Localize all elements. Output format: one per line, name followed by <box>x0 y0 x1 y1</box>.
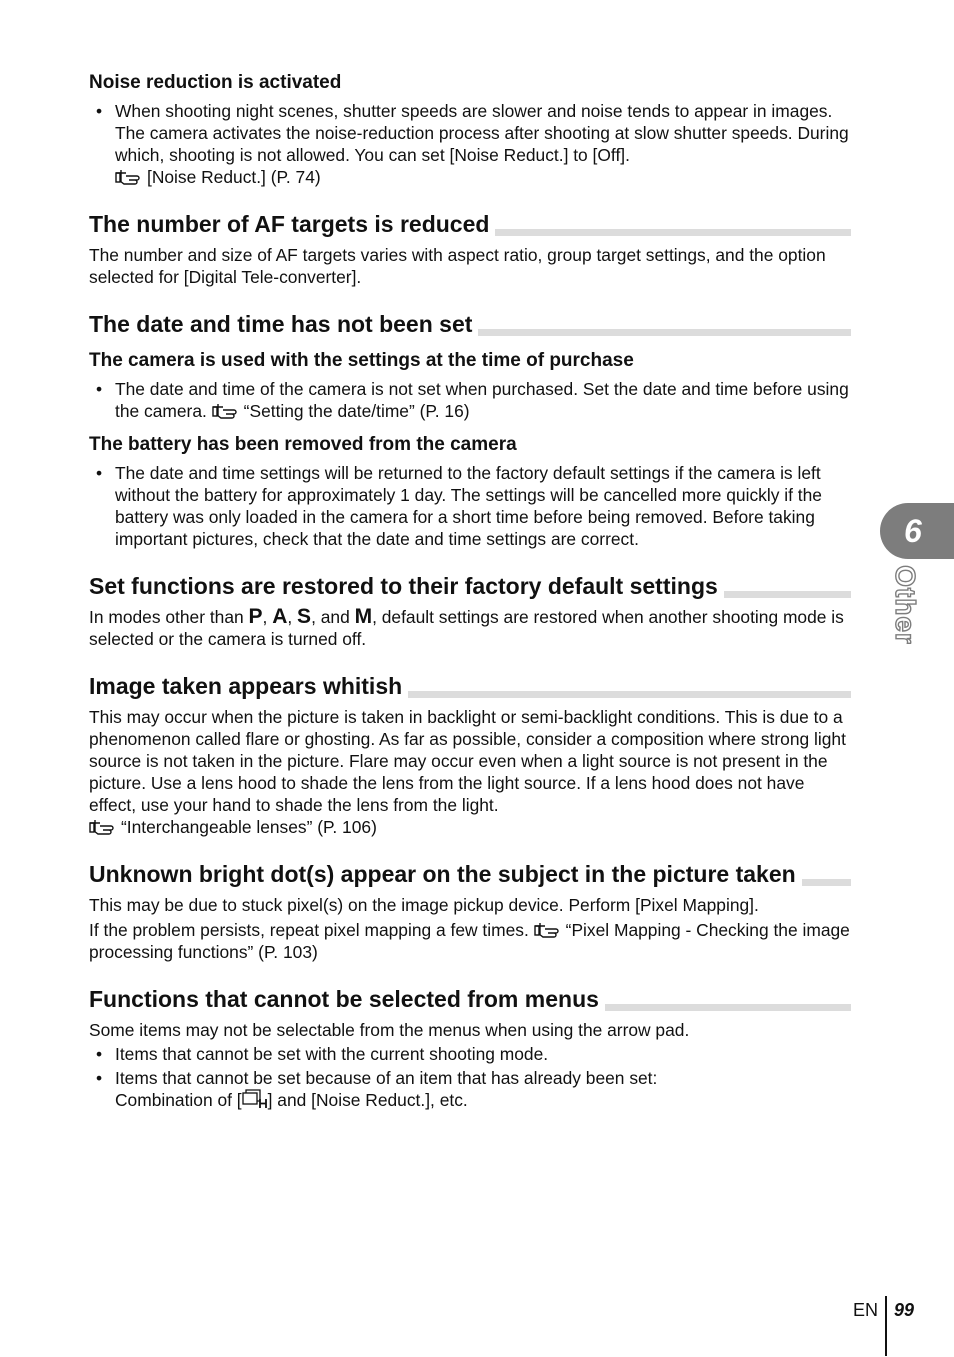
sequential-shooting-icon <box>242 1089 268 1114</box>
mode-s-icon: S <box>297 605 312 628</box>
menus-bullet2-line2a: Combination of [ <box>115 1090 242 1110</box>
dots-p2 <box>89 919 851 963</box>
reference-icon <box>534 922 560 938</box>
footer-divider <box>885 1296 887 1356</box>
noise-bullet-text: When shooting night scenes, shutter speeds are slower and noise tends to appear in images. The camera activates the noise-reduction process after shooting at slow shutter speeds. During which, shooting is not allowed. You can set [Noise Reduct.] to [Off]. <box>115 101 849 165</box>
factory-lead: In modes other than <box>89 607 249 627</box>
reference-icon <box>212 403 238 419</box>
factory-body <box>89 606 851 650</box>
factory-sep: , <box>262 607 273 627</box>
menus-body: Some items may not be selectable from the menus when using the arrow pad. <box>89 1020 690 1040</box>
menus-bullet2-text: Items that cannot be set because of an item that has already been set: <box>115 1068 658 1088</box>
af-body: The number and size of AF targets varies with aspect ratio, group target settings, and the option selected for [Digital Tele-converter]. <box>89 245 826 287</box>
date-sub1: The camera is used with the settings at the time of purchase <box>89 350 634 371</box>
whitish-heading-text: Image taken appears whitish <box>89 672 408 700</box>
chapter-label: Other <box>890 565 921 645</box>
footer-lang: EN <box>853 1300 879 1320</box>
menus-heading-text: Functions that cannot be selected from menus <box>89 985 605 1013</box>
whitish-body <box>89 706 851 838</box>
mode-a-icon: A <box>272 605 288 628</box>
page-number: 99 <box>894 1300 915 1320</box>
menus-heading <box>89 981 851 1011</box>
menus-bullet1: • Items that cannot be set with the current shooting mode. <box>89 1043 851 1065</box>
date-heading-text: The date and time has not been set <box>89 310 478 338</box>
dots-heading <box>89 856 851 886</box>
whitish-heading <box>89 668 851 698</box>
dots-p1: This may be due to stuck pixel(s) on the image pickup device. Perform [Pixel Mapping]. <box>89 895 759 915</box>
dots-p2-text: If the problem persists, repeat pixel mapping a few times. <box>89 920 529 940</box>
page-content <box>89 72 851 1114</box>
factory-sep: , and <box>311 607 355 627</box>
date-bullet2: • The date and time settings will be returned to the factory default settings if the camera is left without the battery for approximately 1 day. The settings will be cancelled more quickly if the battery was only loaded in the camera for a short time before being removed. Before taking important pictures, check that the date and time settings are correct. <box>89 462 851 550</box>
mode-m-icon: M <box>354 605 373 628</box>
factory-heading <box>89 568 851 598</box>
af-heading <box>89 206 851 236</box>
chapter-tab <box>880 503 954 559</box>
af-heading-text: The number of AF targets is reduced <box>89 210 495 238</box>
date-bullet1-text: The date and time of the camera is not set when purchased. Set the date and time before using the camera. <box>115 379 849 421</box>
reference-icon <box>115 169 141 185</box>
date-bullet1-ref: “Setting the date/time” (P. 16) <box>243 401 470 421</box>
factory-tail: , default settings are restored when another shooting mode is selected or the camera is turned off. <box>89 607 844 649</box>
date-heading <box>89 306 851 336</box>
noise-ref: [Noise Reduct.] (P. 74) <box>147 167 321 187</box>
menus-bullet2 <box>89 1067 851 1114</box>
factory-heading-text: Set functions are restored to their factory default settings <box>89 572 724 600</box>
factory-sep: , <box>287 607 298 627</box>
noise-bullet <box>89 100 851 188</box>
date-sub2: The battery has been removed from the camera <box>89 434 517 455</box>
date-bullet1 <box>89 378 851 422</box>
noise-subheading: Noise reduction is activated <box>89 72 342 93</box>
dots-p2-ref: “Pixel Mapping - Checking the image processing functions” (P. 103) <box>89 920 850 962</box>
whitish-ref: “Interchangeable lenses” (P. 106) <box>121 817 377 837</box>
whitish-body-text: This may occur when the picture is taken in backlight or semi-backlight conditions. This is due to a phenomenon called flare or ghosting. As far as possible, consider a composition where strong light source is not taken in the picture. Flare may occur even when a light source is not present in the picture. Use a lens hood to shade the lens from the light source. If a lens hood does not have effect, use your hand to shade the lens from the light. <box>89 707 846 815</box>
mode-p-icon: P <box>248 605 263 628</box>
chapter-number: 6 <box>904 513 922 549</box>
menus-bullet2-line2b: ] and [Noise Reduct.], etc. <box>267 1090 468 1110</box>
dots-heading-text: Unknown bright dot(s) appear on the subject in the picture taken <box>89 860 802 888</box>
reference-icon <box>89 819 115 835</box>
